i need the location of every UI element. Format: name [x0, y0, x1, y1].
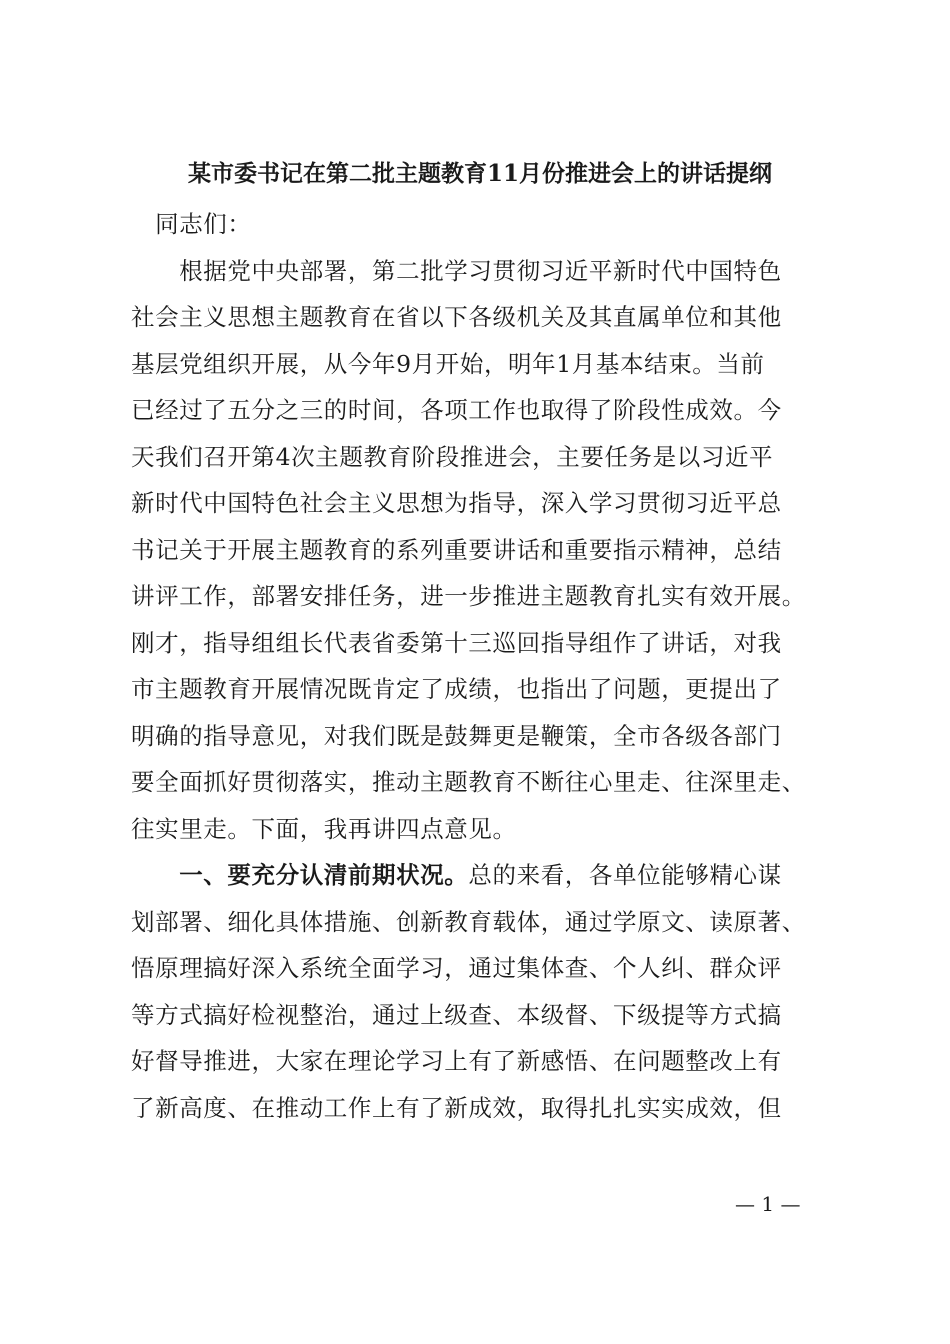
- paragraph-line: 划部署、细化具体措施、创新教育载体，通过学原文、读原著、: [131, 907, 806, 936]
- section-text: 总的来看，各单位能够精心谋: [468, 861, 782, 889]
- paragraph-line: 天我们召开第4次主题教育阶段推进会，主要任务是以习近平: [131, 442, 774, 471]
- page-number: — 1 —: [735, 1192, 801, 1216]
- paragraph-line: 往实里走。下面，我再讲四点意见。: [131, 814, 517, 843]
- salutation: 同志们：: [131, 210, 252, 238]
- paragraph-line: 新时代中国特色社会主义思想为指导，深入学习贯彻习近平总: [131, 489, 782, 517]
- paragraph-line: 等方式搞好检视整治，通过上级查、本级督、下级提等方式搞: [131, 1000, 782, 1029]
- paragraph-line: 已经过了五分之三的时间，各项工作也取得了阶段性成效。今: [131, 396, 782, 424]
- paragraph-line: 社会主义思想主题教育在省以下各级机关及其直属单位和其他: [131, 303, 782, 331]
- paragraph-line: 书记关于开展主题教育的系列重要讲话和重要指示精神，总结: [131, 535, 782, 564]
- paragraph-line: 市主题教育开展情况既肯定了成绩，也指出了问题，更提出了: [131, 675, 782, 703]
- section-heading: 一、要充分认清前期状况。: [131, 861, 469, 889]
- body-text: [131, 201, 853, 1131]
- section-first-line: [131, 852, 853, 899]
- paragraph-line: 要全面抓好贯彻落实，推动主题教育不断往心里走、往深里走、: [131, 768, 806, 796]
- paragraph-line: 刚才，指导组组长代表省委第十三巡回指导组作了讲话，对我: [131, 628, 782, 657]
- paragraph-line: 了新高度、在推动工作上有了新成效，取得扎扎实实成效，但: [131, 1093, 782, 1122]
- paragraph-line: 根据党中央部署，第二批学习贯彻习近平新时代中国特色: [131, 256, 782, 285]
- paragraph-line: 好督导推进，大家在理论学习上有了新感悟、在问题整改上有: [131, 1047, 782, 1075]
- document-title: 某市委书记在第二批主题教育11月份推进会上的讲话提纲: [187, 160, 772, 187]
- paragraph-line: 明确的指导意见，对我们既是鼓舞更是鞭策，全市各级各部门: [131, 721, 782, 750]
- paragraph-line: 讲评工作，部署安排任务，进一步推进主题教育扎实有效开展。: [131, 582, 806, 610]
- paragraph-line: 悟原理搞好深入系统全面学习，通过集体查、个人纠、群众评: [131, 954, 782, 982]
- paragraph-line: 基层党组织开展，从今年9月开始，明年1月基本结束。当前: [131, 349, 765, 378]
